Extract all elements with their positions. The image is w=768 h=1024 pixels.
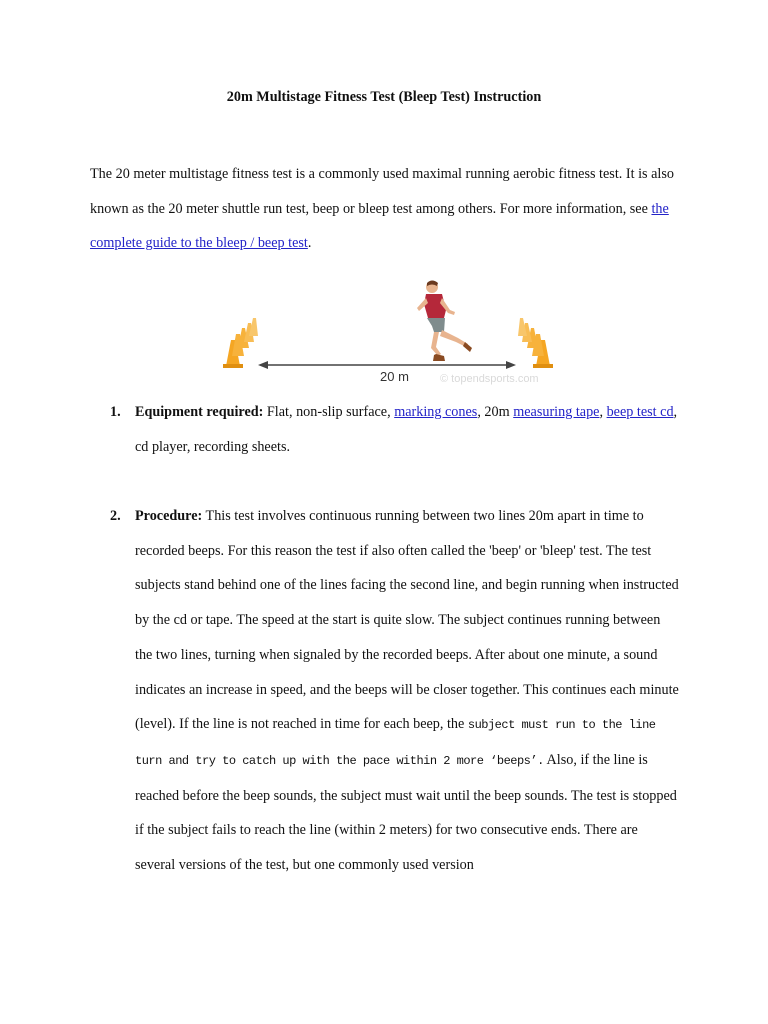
bleep-test-guide-link[interactable]: the complete guide to the bleep / beep test (90, 200, 669, 252)
watermark-text: © topendsports.com (440, 373, 539, 385)
item-text: Also, if the line is reached before the beep sounds, the subject must wait until the beep sounds. The test is stopped if the subject fails to reach the line (within 2 meters) for two consecutive ends. There are several versions of the test, but one commonly used version (135, 751, 677, 874)
left-cones-icon (223, 318, 258, 368)
item-text: , (599, 404, 607, 420)
item-heading: Equipment required: (135, 404, 264, 420)
list-item-equipment (110, 395, 680, 464)
runner-icon (417, 281, 472, 362)
measuring-tape-link[interactable]: measuring tape (513, 404, 600, 420)
intro-text: The 20 meter multistage fitness test is a commonly used maximal running aerobic fitness test. It is also known as the 20 meter shuttle run test, beep or bleep test among others. For more information, see (90, 166, 674, 217)
marking-cones-link[interactable]: marking cones (394, 404, 478, 420)
item-heading: Procedure: (135, 508, 203, 524)
item-text: Flat, non-slip surface, (263, 404, 395, 420)
shuttle-run-illustration (218, 278, 558, 388)
item-text: , 20m (477, 404, 514, 420)
distance-arrow-icon (258, 361, 516, 369)
intro-paragraph (90, 157, 690, 261)
list-item-procedure (110, 499, 680, 883)
list-number: 2. (110, 508, 121, 524)
distance-label: 20 m (380, 369, 409, 384)
item-text: , cd player, recording sheets. (135, 404, 678, 455)
item-text: This test involves continuous running between two lines 20m apart in time to recorded beeps. For this reason the test if also often called the 'beep' or 'bleep' test. The test subjects stand behind one of the lines facing the second line, and begin running when instructed by the cd or tape. The speed at the start is quite slow. The subject continues running between the two lines, turning when signaled by the recorded beeps. After about one minute, a sound indicates an increase in speed, and the beeps will be closer together. This continues each minute (level). If the line is not reached in time for each beep, the (135, 508, 679, 733)
beep-test-cd-link[interactable]: beep test cd (606, 404, 674, 420)
intro-text-end: . (307, 235, 312, 252)
item-text-mono: subject must run to the line turn and try to catch up with the pace within 2 more ‘beeps’. (135, 718, 656, 768)
page-title: 20m Multistage Fitness Test (Bleep Test) Instruction (226, 89, 542, 105)
shuttle-run-svg (218, 278, 558, 388)
right-cones-icon (518, 318, 553, 368)
list-number: 1. (110, 404, 121, 420)
